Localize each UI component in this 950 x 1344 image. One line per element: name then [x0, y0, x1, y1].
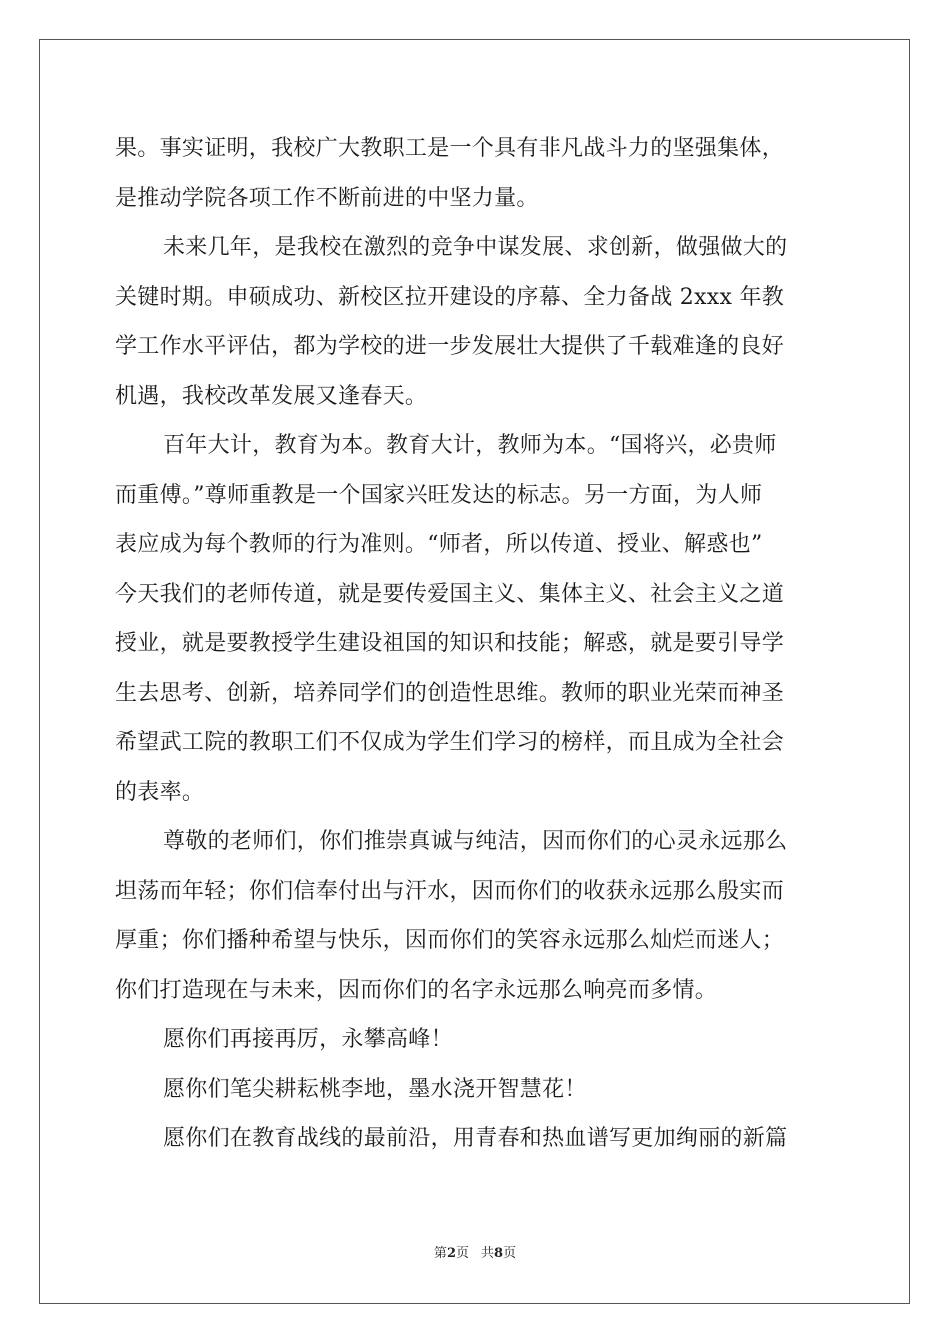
page-number: 2 [446, 1246, 456, 1261]
text-line: 生去思考、创新，培养同学们的创造性思维。教师的职业光荣而神圣 [115, 680, 785, 706]
paragraph-start-line: 尊敬的老师们，你们推崇真诚与纯洁，因而你们的心灵永远那么 [163, 829, 788, 854]
document-body [115, 124, 835, 1164]
paragraph-start-line: 未来几年，是我校在激烈的竞争中谋发展、求创新，做强做大的 [163, 235, 788, 260]
text-line: 厚重；你们播种希望与快乐，因而你们的笑容永远那么灿烂而迷人； [115, 928, 785, 953]
text-line: 学工作水平评估，都为学校的进一步发展壮大提供了千载难逢的良好 [115, 334, 785, 359]
text-line: 坦荡而年轻；你们信奉付出与汗水，因而你们的收获永远那么殷实而 [115, 878, 785, 904]
page-footer [0, 1246, 950, 1262]
text-line: 今天我们的老师传道，就是要传爱国主义、集体主义、社会主义之道 [115, 581, 785, 607]
text-line: 关键时期。申硕成功、新校区拉开建设的序幕、全力备战 2xxx 年教 [115, 284, 785, 310]
paragraph-start-line: 百年大计，教育为本。教育大计，教师为本。“国将兴，必贵师 [163, 433, 777, 458]
paragraph-start-line: 愿你们笔尖耕耘桃李地，墨水浇开智慧花！ [163, 1076, 587, 1102]
text-line: 果。事实证明，我校广大教职工是一个具有非凡战斗力的坚强集体， [115, 136, 785, 161]
text-line: 表应成为每个教师的行为准则。“师者，所以传道、授业、解惑也” [115, 532, 763, 557]
text-line: 是推动学院各项工作不断前进的中坚力量。 [115, 185, 539, 211]
total-prefix: 共 [481, 1246, 495, 1261]
paragraph-start-line: 愿你们在教育战线的最前沿，用青春和热血谱写更加绚丽的新篇 [163, 1126, 788, 1151]
total-pages: 8 [494, 1246, 504, 1261]
text-line: 而重傅。”尊师重教是一个国家兴旺发达的标志。另一方面，为人师 [115, 482, 763, 508]
text-line: 你们打造现在与未来，因而你们的名字永远那么响亮而多情。 [115, 977, 718, 1003]
paragraph-start-line: 愿你们再接再厉，永攀高峰！ [163, 1027, 453, 1052]
text-line: 机遇，我校改革发展又逢春天。 [115, 383, 428, 409]
total-suffix: 页 [503, 1246, 517, 1261]
text-line: 希望武工院的教职工们不仅成为学生们学习的榜样，而且成为全社会 [115, 730, 785, 755]
page-suffix: 页 [455, 1246, 469, 1261]
page-prefix: 第 [433, 1246, 447, 1261]
text-line: 授业，就是要教授学生建设祖国的知识和技能；解惑，就是要引导学 [115, 631, 785, 656]
text-line: 的表率。 [115, 779, 205, 805]
